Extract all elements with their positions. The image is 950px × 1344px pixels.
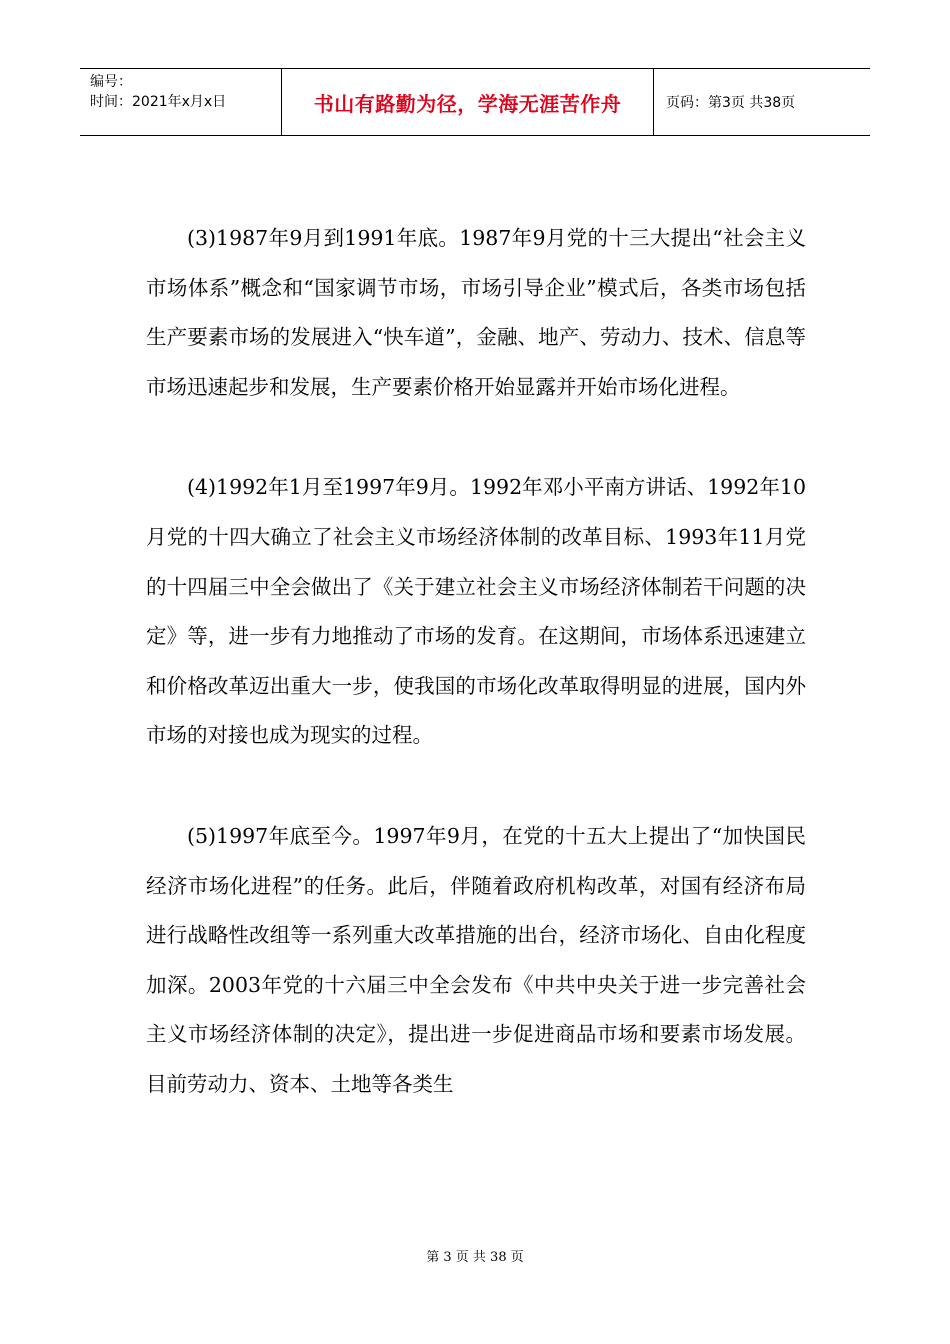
page-header	[80, 68, 870, 136]
document-number-label: 编号：	[90, 74, 132, 90]
header-motto: 书山有路勤为径，学海无涯苦作舟	[282, 69, 654, 135]
paragraph-3: (3)1987年9月到1991年底。1987年9月党的十三大提出“社会主义市场体系”概念和“国家调节市场，市场引导企业”模式后，各类市场包括生产要素市场的发展进入“快车道”，金融、地产、劳动力、技术、信息等市场迅速起步和发展，生产要素价格开始显露并开始市场化进程。	[146, 226, 806, 399]
page-footer: 第 3 页 共 38 页	[426, 1250, 524, 1265]
document-time-label: 时间：2021年x月x日	[90, 94, 227, 110]
header-page-info: 页码：第3页 共38页	[666, 95, 796, 111]
document-body	[146, 214, 806, 1161]
header-meta-cell	[80, 69, 282, 135]
paragraph-4: (4)1992年1月至1997年9月。1992年邓小平南方讲话、1992年10月党的十四大确立了社会主义市场经济体制的改革目标、1993年11月党的十四届三中全会做出了《关于建立社会主义市场经济体制若干问题的决定》等，进一步有力地推动了市场的发育。在这期间，市场体系迅速建立和价格改革迈出重大一步，使我国的市场化改革取得明显的进展，国内外市场的对接也成为现实的过程。	[146, 475, 806, 748]
paragraph-5: (5)1997年底至今。1997年9月，在党的十五大上提出了“加快国民经济市场化进程”的任务。此后，伴随着政府机构改革，对国有经济布局进行战略性改组等一系列重大改革措施的出台，经济市场化、自由化程度加深。2003年党的十六届三中全会发布《中共中央关于进一步完善社会主义市场经济体制的决定》，提出进一步促进商品市场和要素市场发展。目前劳动力、资本、土地等各类生	[146, 823, 806, 1096]
